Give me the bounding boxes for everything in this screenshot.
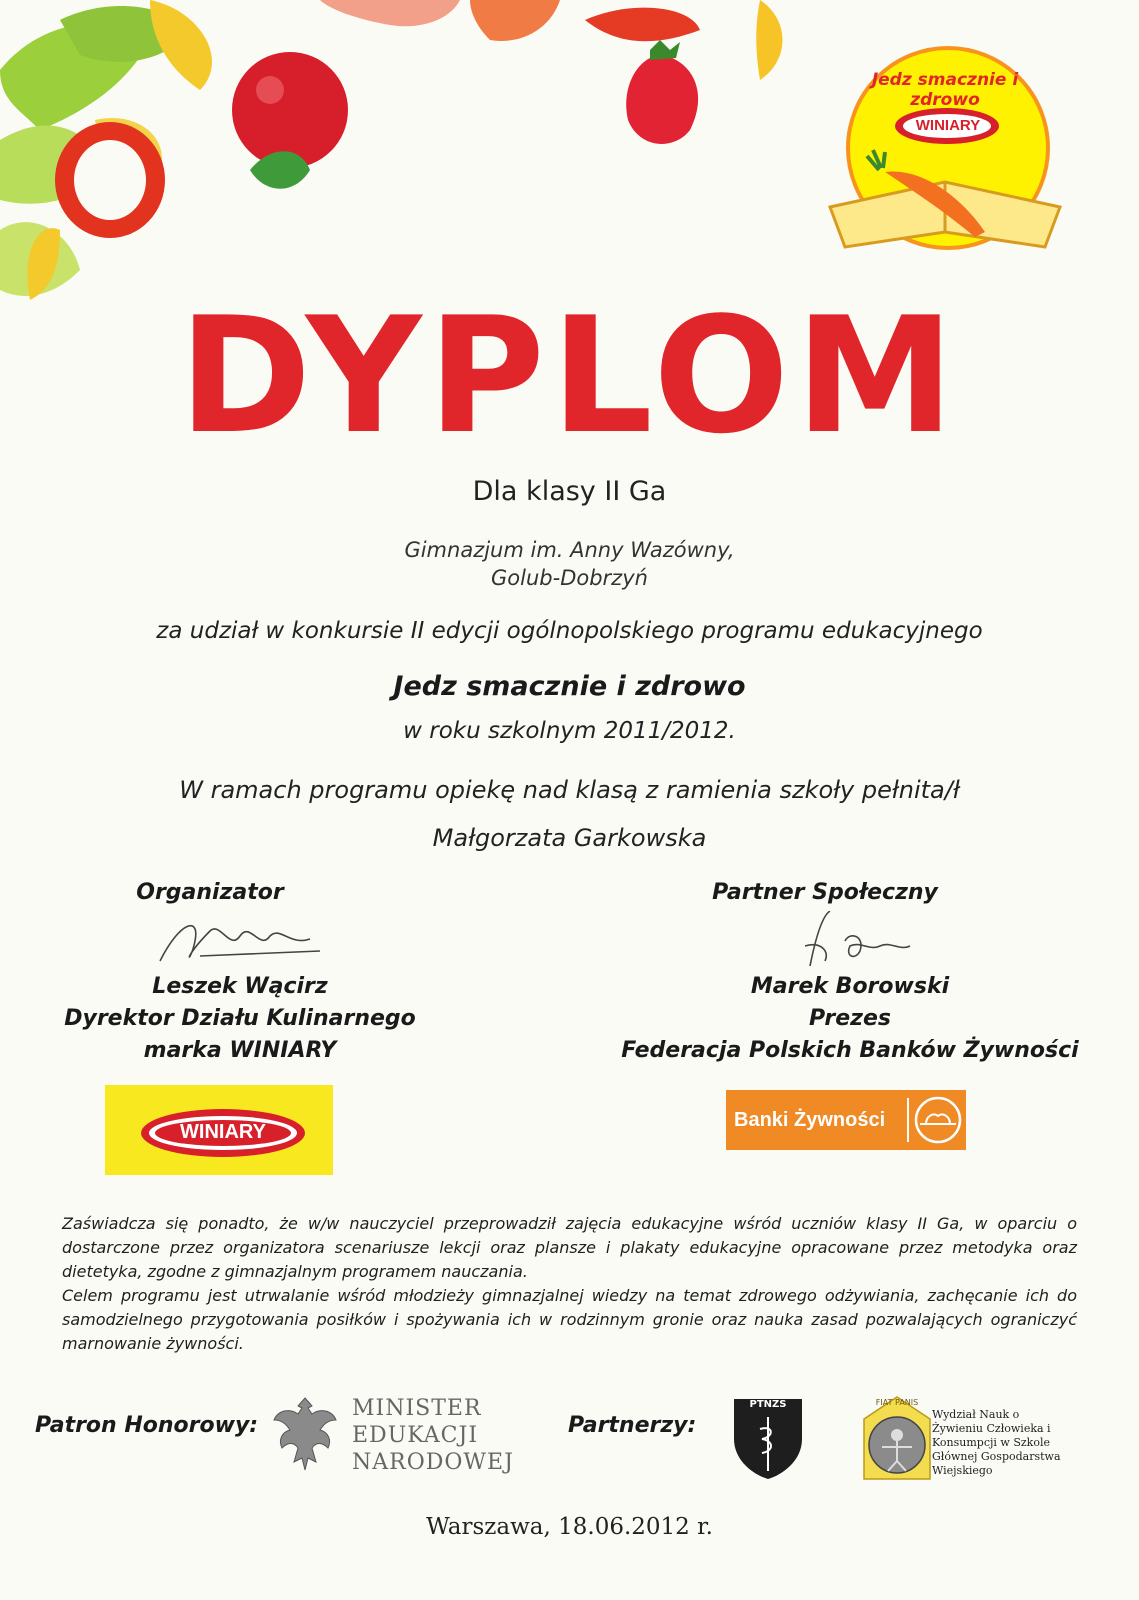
social-partner-name: Marek Borowski <box>750 974 950 999</box>
badge-brand: WINIARY <box>915 117 981 134</box>
recipient-class: Dla klasy II Ga <box>472 476 667 507</box>
place-date: Warszawa, 18.06.2012 r. <box>426 1514 713 1540</box>
social-partner-organization: Federacja Polskich Banków Żywności <box>621 1038 1079 1063</box>
banki-zywnosci-logo-text: Banki Żywności <box>734 1108 886 1131</box>
polish-eagle-icon <box>270 1392 340 1476</box>
teacher-care-text: W ramach programu opiekę nad klasą z ramienia szkoły pełnita/ł <box>179 776 960 804</box>
banki-zywnosci-logo <box>726 1090 966 1150</box>
minister-line-3: NARODOWEJ <box>352 1450 514 1475</box>
organizer-position: Dyrektor Działu Kulinarnego <box>64 1006 416 1031</box>
certification-paragraph-1: Zaświadcza się ponadto, że w/w nauczyciel przeprowadził zajęcia edukacyjne wśród uczniów klasy II Ga, w oparciu o dostarczone przez organizatora scenariusze lekcji oraz plansze i plakaty edukacyjne opracowane przez metodyka oraz dietetyka, zgodne z gimnazjalnym programem nauczania. <box>62 1214 1077 1281</box>
social-partner-position: Prezes <box>808 1006 892 1031</box>
partners-label: Partnerzy: <box>568 1413 697 1438</box>
badge-slogan: Jedz smacznie i zdrowo <box>871 70 1019 110</box>
program-name: Jedz smacznie i zdrowo <box>393 671 746 702</box>
organizer-block <box>40 880 440 1067</box>
ptnzs-logo-text: PTNZS <box>749 1399 787 1410</box>
diploma-title: DYPLOM <box>178 282 961 469</box>
sggw-emblem <box>862 1395 932 1481</box>
fiat-panis-text: FIAT PANIS <box>875 1398 919 1407</box>
certification-text <box>62 1212 1077 1356</box>
social-partner-signature <box>750 911 950 971</box>
university-text: Wydział Nauk o Żywieniu Człowieka i Konsumpcji w Szkole Głównej Gospodarstwa Wiejskiego <box>932 1408 1061 1477</box>
banki-zywnosci-emblem <box>906 1090 966 1150</box>
teacher-name: Małgorzata Garkowska <box>432 824 707 852</box>
organizer-name: Leszek Wącirz <box>152 974 328 999</box>
social-partner-block <box>600 880 1100 1067</box>
vegetables-illustration <box>0 0 800 320</box>
minister-line-1: MINISTER <box>352 1396 482 1421</box>
organizer-role: Organizator <box>136 880 284 905</box>
organizer-signature <box>140 911 340 971</box>
organizer-company: marka WINIARY <box>143 1038 337 1063</box>
social-partner-role: Partner Społeczny <box>712 880 938 905</box>
winiary-logo-text: WINIARY <box>180 1121 266 1143</box>
patron-label: Patron Honorowy: <box>35 1413 259 1438</box>
minister-line-2: EDUKACJI <box>352 1423 479 1448</box>
participation-text: za udział w konkursie II edycji ogólnopolskiego programu edukacyjnego <box>156 618 983 644</box>
minister-logo-text <box>352 1395 514 1476</box>
school-city: Golub-Dobrzyń <box>491 566 648 590</box>
certification-paragraph-2: Celem programu jest utrwalanie wśród młodzieży gimnazjalnej wiedzy na temat zdrowego odżywiania, zachęcanie ich do samodzielnego przygotowania posiłków i spożywania ich w rodzinnym gronie oraz nauka zasad pozwalających ograniczyć marnowanie żywności. <box>62 1286 1077 1353</box>
school-year: w roku szkolnym 2011/2012. <box>403 718 736 744</box>
school-name: Gimnazjum im. Anny Wazówny, <box>404 538 735 562</box>
winiary-logo <box>105 1085 333 1175</box>
